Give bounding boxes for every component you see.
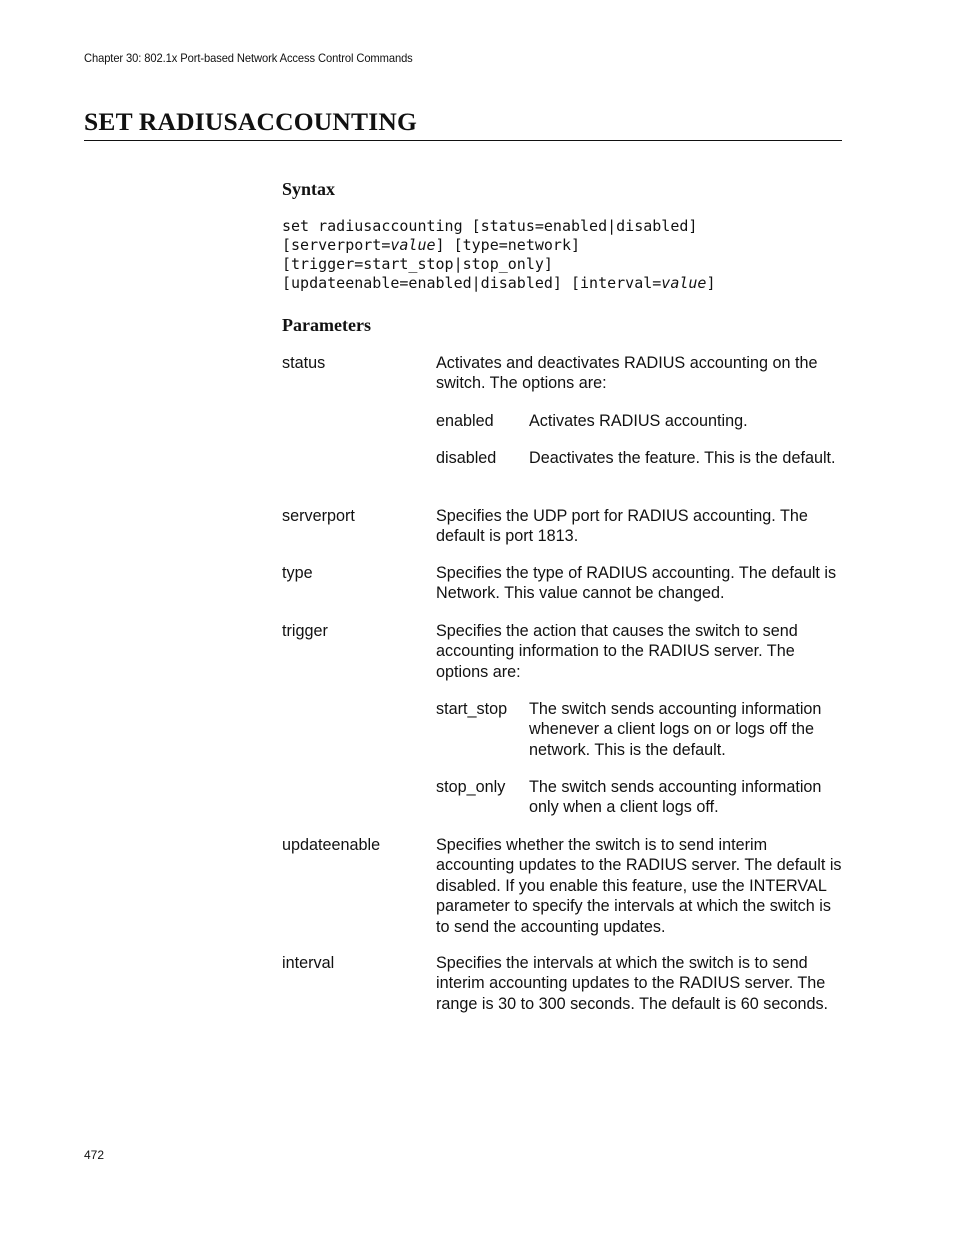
syntax-text: ] (706, 274, 716, 292)
syntax-text: set radiusaccounting [status=enabled|disabled] (282, 217, 698, 235)
param-desc-type: Specifies the type of RADIUS accounting. The default is Network. This value cannot be changed. (436, 564, 837, 603)
syntax-text: [serverport= (282, 236, 391, 254)
syntax-heading: Syntax (282, 179, 336, 199)
option-name-enabled: enabled (436, 412, 494, 430)
option-desc-disabled: Deactivates the feature. This is the default. (529, 449, 836, 467)
option-desc-start-stop: The switch sends accounting information whenever a client logs on or logs off the network. This is the default. (529, 700, 822, 759)
param-name-serverport: serverport (282, 507, 355, 525)
page-title: SET RADIUSACCOUNTING (84, 107, 417, 136)
syntax-line-2 (282, 236, 715, 255)
option-name-disabled: disabled (436, 449, 497, 467)
param-name-interval: interval (282, 954, 335, 972)
running-header: Chapter 30: 802.1x Port-based Network Access Control Commands (84, 51, 413, 65)
syntax-text: ] [type=network] (435, 236, 581, 254)
parameters-heading: Parameters (282, 315, 371, 335)
option-desc-stop-only: The switch sends accounting information only when a client logs off. (529, 778, 822, 817)
syntax-placeholder: value (390, 236, 436, 254)
syntax-text: [updateenable=enabled|disabled] [interval= (282, 274, 662, 292)
param-desc-serverport: Specifies the UDP port for RADIUS accounting. The default is port 1813. (436, 507, 808, 546)
param-desc-updateenable: Specifies whether the switch is to send interim accounting updates to the RADIUS server. The default is disabled. If you enable this feature, use the INTERVAL parameter to specify the intervals at which the switch is to send the accounting updates. (436, 836, 842, 936)
syntax-line-1 (282, 217, 715, 236)
param-desc-interval: Specifies the intervals at which the switch is to send interim accounting updates to the RADIUS server. The range is 30 to 300 seconds. The default is 60 seconds. (436, 954, 829, 1013)
syntax-code-block (282, 217, 715, 293)
option-desc-enabled: Activates RADIUS accounting. (529, 412, 748, 430)
syntax-text: [trigger=start_stop|stop_only] (282, 255, 553, 273)
param-desc-trigger: Specifies the action that causes the switch to send accounting information to the RADIUS server. The options are: (436, 622, 798, 681)
param-name-type: type (282, 564, 313, 582)
syntax-line-4 (282, 274, 715, 293)
title-underline (84, 140, 842, 141)
option-name-stop-only: stop_only (436, 778, 506, 796)
syntax-placeholder: value (661, 274, 707, 292)
param-name-status: status (282, 354, 326, 372)
page-number: 472 (84, 1148, 105, 1162)
param-desc-status: Activates and deactivates RADIUS accounting on the switch. The options are: (436, 354, 818, 393)
option-name-start-stop: start_stop (436, 700, 508, 718)
param-name-trigger: trigger (282, 622, 328, 640)
syntax-line-3 (282, 255, 715, 274)
param-name-updateenable: updateenable (282, 836, 381, 854)
